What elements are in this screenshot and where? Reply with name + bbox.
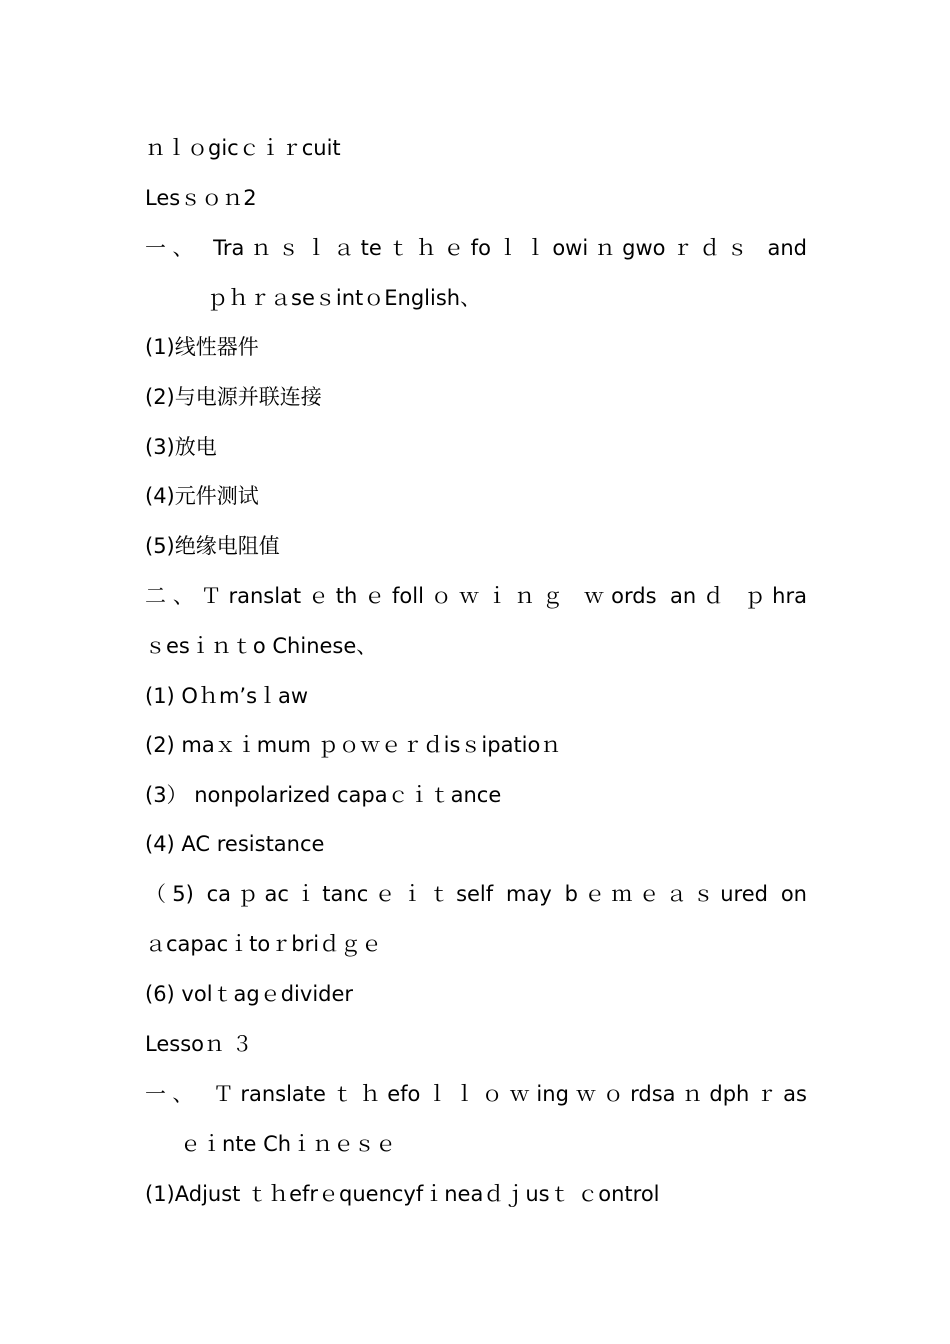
item-1: (1)线性器件: [145, 335, 259, 359]
term-1: (1) Oｈm’sｌaw: [145, 684, 309, 708]
section-3-instruction: 一、 Ｔranslateｔｈefoｌｌｏｗingｗｏrdsaｎdphｒas: [145, 1082, 807, 1106]
sentence-1: (1)Adjust ｔｈefrｅquencyfｉneaｄｊusｔ ｃontrol: [145, 1182, 660, 1206]
item-2: (2)与电源并联连接: [145, 385, 322, 409]
term-5: （5) caｐacｉtancｅｉｔself may bｅｍｅａｓured on: [145, 882, 807, 906]
term-2: (2) maｘｉmum ｐｏｗｅｒｄisｓipatioｎ: [145, 733, 562, 757]
section-3-instruction-cont: ｅｉnte Chｉｎｅｓｅ: [180, 1132, 397, 1156]
item-3: (3)放电: [145, 435, 217, 459]
term-4: (4) AC resistance: [145, 832, 325, 856]
item-5: (5)绝缘电阻值: [145, 534, 280, 558]
section-1-instruction: 一、 Traｎｓｌａteｔｈｅfoｌｌowiｎgwoｒｄｓ and: [145, 236, 807, 260]
term-3: (3） nonpolarized capaｃｉｔance: [145, 783, 502, 807]
term-6: (6) volｔagｅdivider: [145, 982, 354, 1006]
section-1-instruction-cont: ｐｈｒａseｓintｏEnglish、: [207, 286, 482, 310]
item-4: (4)元件测试: [145, 484, 259, 508]
lesson-2-heading: Lesｓｏｎ2: [145, 186, 257, 210]
text-line-1: ｎｌｏgicｃｉｒcuit: [145, 136, 341, 160]
lesson-3-heading: Lessoｎ ３: [145, 1032, 253, 1056]
term-5-cont: ａcapacｉtoｒbriｄｇｅ: [145, 932, 383, 956]
section-2-instruction-cont: ｓesｉｎｔo Chinese、: [145, 634, 378, 658]
section-2-instruction: 二、Ｔranslatｅthｅfollｏｗｉｎｇ ｗords anｄ ｐhra: [145, 584, 807, 608]
